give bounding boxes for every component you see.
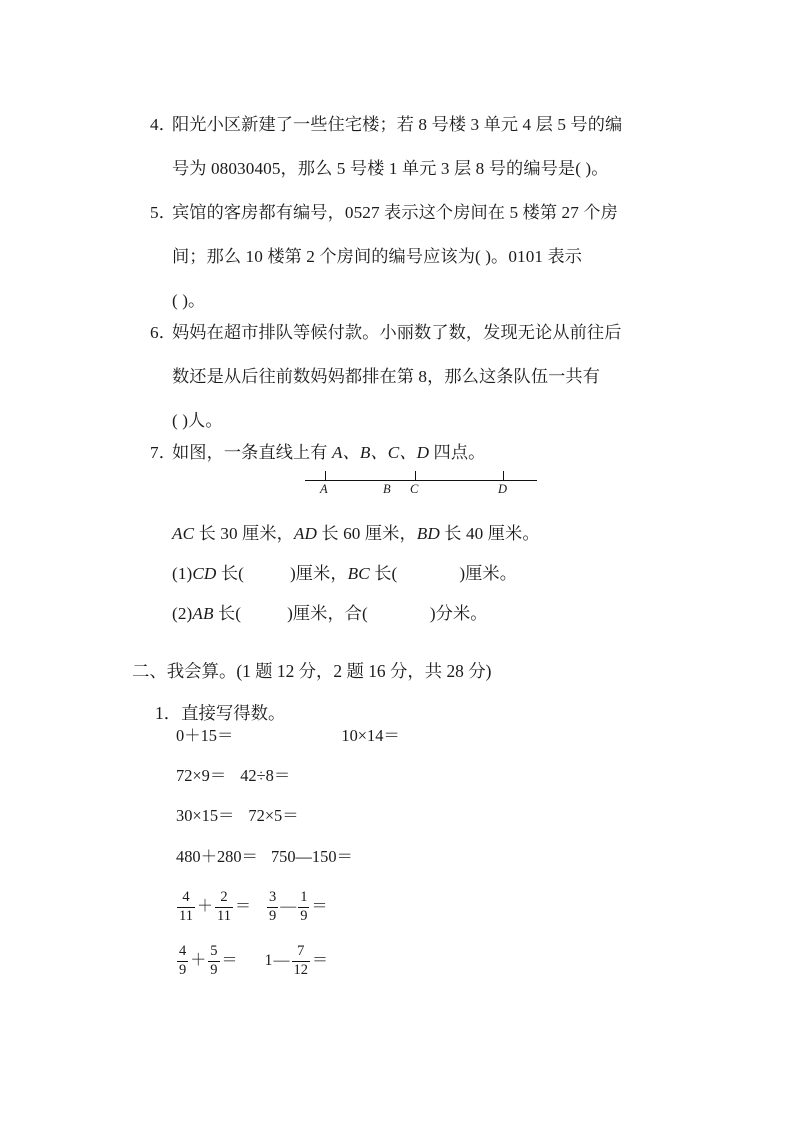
segment-ac: AC [172,524,195,543]
calc-row-4 [176,845,353,869]
question-5-line-3: ( )。 [172,291,206,310]
question-7-sub-2 [150,592,690,636]
question-5-text-1: 宾馆的客房都有编号，0527 表示这个房间在 5 楼第 27 个房 [172,203,618,222]
question-7-number: 7． [150,443,176,462]
fraction-numerator: 3 [268,889,277,905]
calc-row-3 [176,804,299,828]
fraction [215,890,233,924]
fraction-row-1 [176,890,328,924]
question-4-line-2: 号为 08030405，那么 5 号楼 1 单元 3 层 8 号的编号是( )。 [172,159,609,178]
calc-row-1 [176,724,400,748]
question-6-line-2: 数还是从后往前数妈妈都排在第 8，那么这条队伍一共有 [172,367,600,386]
fraction-denominator: 12 [293,961,309,978]
question-4 [150,103,690,191]
segment-ab: AB [192,604,214,623]
fraction-row-2 [176,944,329,978]
segment-ab-mid: 长( [213,604,242,623]
sub-1-prefix: (1) [172,564,193,583]
fraction-numerator: 7 [297,943,305,959]
calc-3-right: 72×5＝ [248,806,299,825]
math-operator: ＝ [312,952,329,970]
segment-ac-text: 长 30 厘米， [194,524,294,543]
fraction-denominator: 9 [179,961,187,978]
math-operator: ＝ [311,898,328,916]
fraction [177,890,195,924]
question-7-points: A、B、C、D [332,443,430,462]
math-operator: ＝ [234,898,251,916]
fraction-numerator: 1 [300,889,308,905]
number-line-tick-d [503,471,504,480]
segment-bd-text: 长 40 厘米。 [439,524,540,543]
fraction-denominator: 11 [179,907,193,924]
number-line-figure [300,466,540,502]
fraction-numerator: 4 [179,943,187,959]
segment-cd: CD [192,564,217,583]
calc-4-right: 750—150＝ [270,847,353,866]
math-operator: ＋ [190,952,207,970]
calc-1-left: 0＋15＝ [176,726,234,745]
question-5-number: 5． [150,203,176,222]
question-5 [150,191,690,323]
number-line-tick-c [415,471,416,480]
question-5-line-1 [150,191,690,235]
segment-bc: BC [347,564,370,583]
question-4-line-1 [150,103,690,147]
segment-ad-text: 长 60 厘米， [317,524,417,543]
segment-cd-mid: 长( [216,564,244,583]
point-label-d: D [498,482,508,496]
number-line-tick-a [325,471,326,480]
question-7-sub-1 [150,552,690,596]
fraction-denominator: 9 [300,907,308,924]
calc-2-left: 72×9＝ [176,766,227,785]
question-5-line-2: 间；那么 10 楼第 2 个房间的编号应该为( )。0101 表示 [172,247,583,266]
question-6-number: 6． [150,323,176,342]
point-label-b: B [383,482,391,496]
math-operator: ＝ [221,952,238,970]
question-7-sub-1-line [150,552,690,596]
number-line-axis [305,480,537,481]
fraction [298,890,309,924]
point-label-c: C [410,482,419,496]
question-6 [150,311,690,443]
sub-2-prefix: (2) [172,604,193,623]
segment-cd-tail: )厘米， [289,564,348,583]
calc-row-2 [176,764,290,788]
calc-4-left: 480＋280＝ [176,847,258,866]
fraction [267,890,278,924]
question-6-text-1: 妈妈在超市排队等候付款。小丽数了数，发现无论从前往后 [172,323,622,342]
question-4-number: 4． [150,115,176,134]
question-6-line-1 [150,311,690,355]
segment-bc-tail: )厘米。 [459,564,517,583]
whole-number: 1 [264,952,273,970]
fraction [208,944,219,978]
math-operator: — [273,952,290,970]
segment-bd: BD [416,524,440,543]
fraction-denominator: 11 [216,907,231,924]
calc-1-right: 10×14＝ [341,726,400,745]
question-7-sub-2-line [150,592,690,636]
calc-2-right: 42÷8＝ [240,766,291,785]
calc-3-left: 30×15＝ [176,806,235,825]
segment-ab-tail-2: )分米。 [429,604,488,623]
section-2-heading: 二、我会算。(1 题 12 分，2 题 16 分，共 28 分) [132,661,492,681]
fraction [292,944,311,978]
segment-ab-tail: )厘米，合( [287,604,368,623]
math-operator: ＋ [196,898,213,916]
segment-bc-mid: 长( [369,564,398,583]
segment-ad: AD [293,524,318,543]
fraction-denominator: 9 [210,961,218,978]
question-7-stem-post: 四点。 [429,443,486,462]
point-label-a: A [320,482,328,496]
fraction-numerator: 5 [210,943,218,959]
fraction-numerator: 2 [220,889,228,905]
fraction-numerator: 4 [182,889,190,905]
question-4-text-1: 阳光小区新建了一些住宅楼；若 8 号楼 3 单元 4 层 5 号的编 [172,115,623,134]
fraction-denominator: 9 [268,907,277,924]
section-2-sub-heading: 1．直接写得数。 [155,703,286,723]
fraction [177,944,188,978]
question-6-line-3: ( )人。 [172,411,223,430]
question-7-given-line [150,512,690,556]
question-7-stem-pre: 如图，一条直线上有 [172,443,332,462]
question-7-given [150,512,690,556]
math-operator: — [280,898,297,916]
